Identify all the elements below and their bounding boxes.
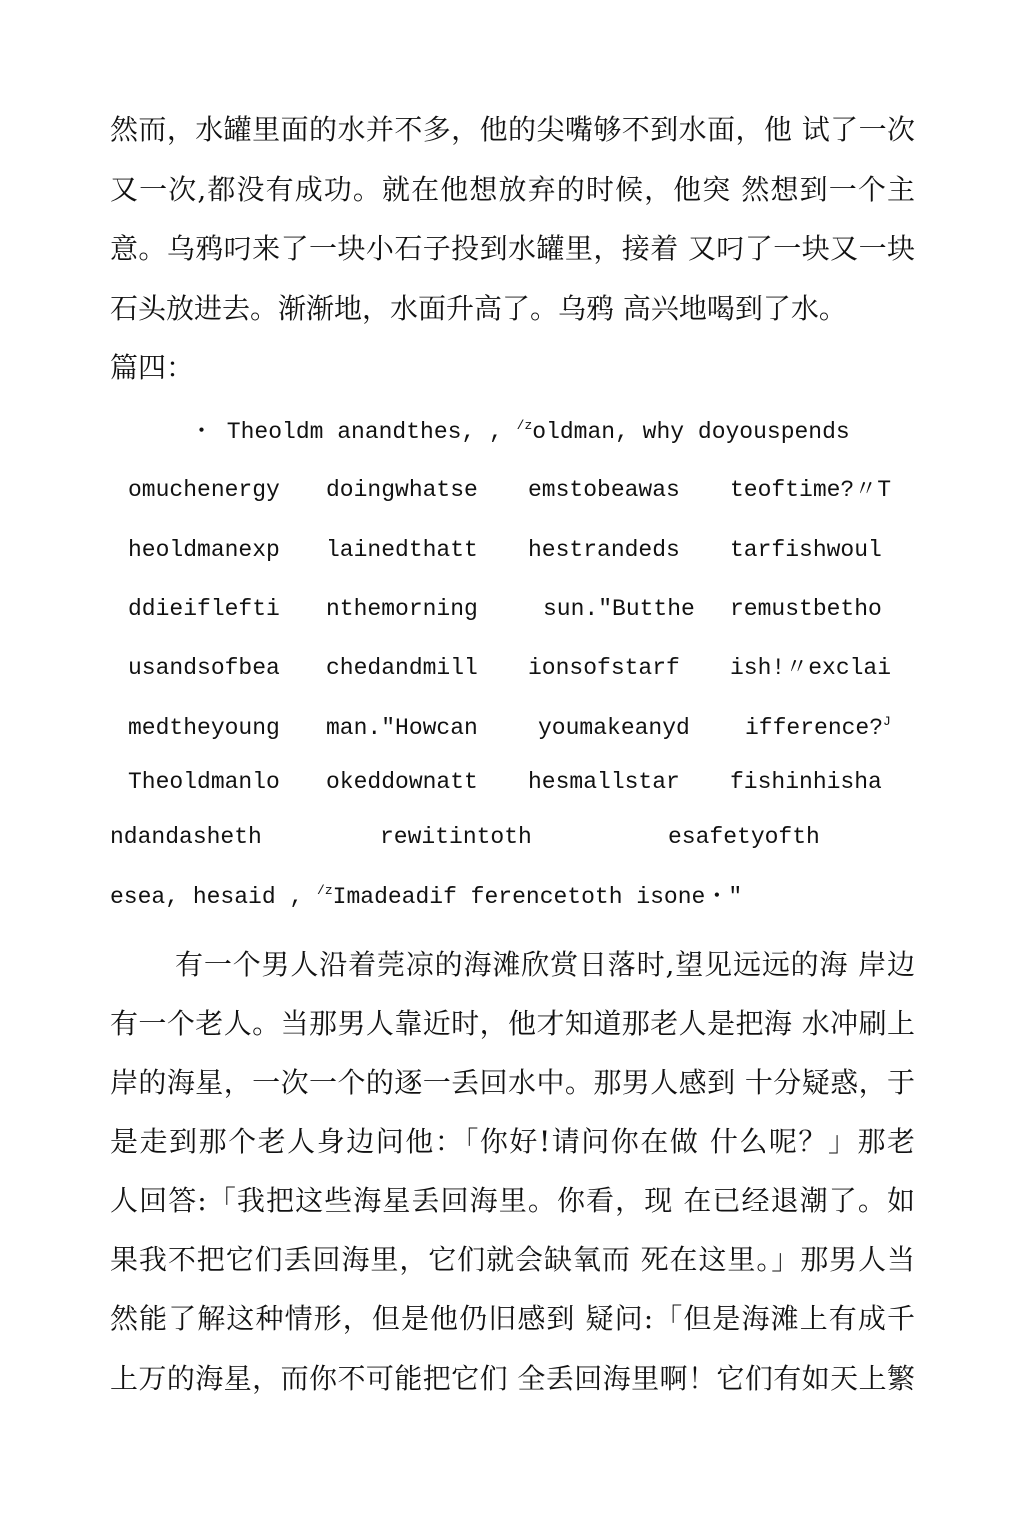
english-cell: esafetyofth	[668, 824, 820, 850]
english-first-line	[190, 417, 850, 447]
english-cell: remustbetho	[730, 596, 882, 622]
english-cell: fishinhisha	[730, 769, 882, 795]
english-cell: doingwhatse	[326, 477, 478, 503]
paragraph-line: 岸的海星，一次一个的逐一丢回水中。那男人感到 十分疑惑，于	[110, 1066, 915, 1099]
english-cell: ionsofstarf	[528, 655, 680, 681]
section-heading: 篇四：	[110, 351, 195, 384]
english-last-line	[110, 882, 742, 912]
superscript-mark: /z	[317, 883, 333, 898]
english-text: ・ Theoldm anandthes, ,	[190, 419, 517, 445]
english-cell: man.″Howcan	[326, 715, 478, 741]
english-cell: Theoldmanlo	[128, 769, 280, 795]
paragraph-line: 有一个老人。当那男人靠近时，他才知道那老人是把海 水冲刷上	[110, 1007, 915, 1040]
english-cell: hesmallstar	[528, 769, 680, 795]
paragraph-line: 有一个男人沿着莞凉的海滩欣赏日落时,望见远远的海 岸边	[175, 948, 915, 981]
english-cell	[745, 713, 891, 743]
english-cell: ndandasheth	[110, 824, 262, 850]
paragraph-line: 上万的海星，而你不可能把它们 全丢回海里啊！它们有如天上繁	[110, 1362, 915, 1395]
english-cell: youmakeanyd	[538, 715, 690, 741]
english-cell: teoftime?〃T	[730, 477, 892, 503]
english-cell: nthemorning	[326, 596, 478, 622]
paragraph-line: 然能了解这种情形，但是他仍旧感到 疑问:「但是海滩上有成千	[110, 1302, 915, 1335]
english-cell: usandsofbea	[128, 655, 280, 681]
english-cell: heoldmanexp	[128, 537, 280, 563]
paragraph-line: 人回答:「我把这些海星丢回海里。你看，现 在已经退潮了。如	[110, 1184, 915, 1217]
english-text: Imadeadif ferencetoth isone・″	[332, 884, 743, 910]
paragraph-line: 是走到那个老人身边问他：「你好!请问你在做 什么呢？」那老	[110, 1125, 915, 1158]
english-cell: emstobeawas	[528, 477, 680, 503]
superscript-mark: /z	[516, 418, 533, 433]
paragraph-line: 意。乌鸦叼来了一块小石子投到水罐里，接着 又叼了一块又一块	[110, 232, 915, 265]
english-text: oldman, why doyouspends	[532, 419, 850, 445]
paragraph-line: 石头放进去。渐渐地，水面升高了。乌鸦 高兴地喝到了水。	[110, 292, 847, 325]
paragraph-line: 果我不把它们丢回海里，它们就会缺氧而 死在这里。」那男人当	[110, 1243, 915, 1276]
english-cell: rewitintoth	[380, 824, 532, 850]
english-cell: tarfishwoul	[730, 537, 882, 563]
english-cell: okeddownatt	[326, 769, 478, 795]
english-cell: sun.″Butthe	[543, 596, 695, 622]
english-cell: chedandmill	[326, 655, 478, 681]
english-text: esea, hesaid ,	[110, 884, 318, 910]
superscript-mark: J	[883, 714, 891, 729]
english-text: ifference?	[745, 715, 884, 741]
english-cell: medtheyoung	[128, 715, 280, 741]
english-cell: ish!〃exclai	[730, 655, 892, 681]
paragraph-line: 又一次,都没有成功。就在他想放弃的时候，他突 然想到一个主	[110, 173, 915, 206]
paragraph-line: 然而，水罐里面的水并不多，他的尖嘴够不到水面，他 试了一次	[110, 113, 915, 146]
english-cell: lainedthatt	[326, 537, 478, 563]
english-cell: omuchenergy	[128, 477, 280, 503]
english-cell: hestrandeds	[528, 537, 680, 563]
english-cell: ddieiflefti	[128, 596, 280, 622]
